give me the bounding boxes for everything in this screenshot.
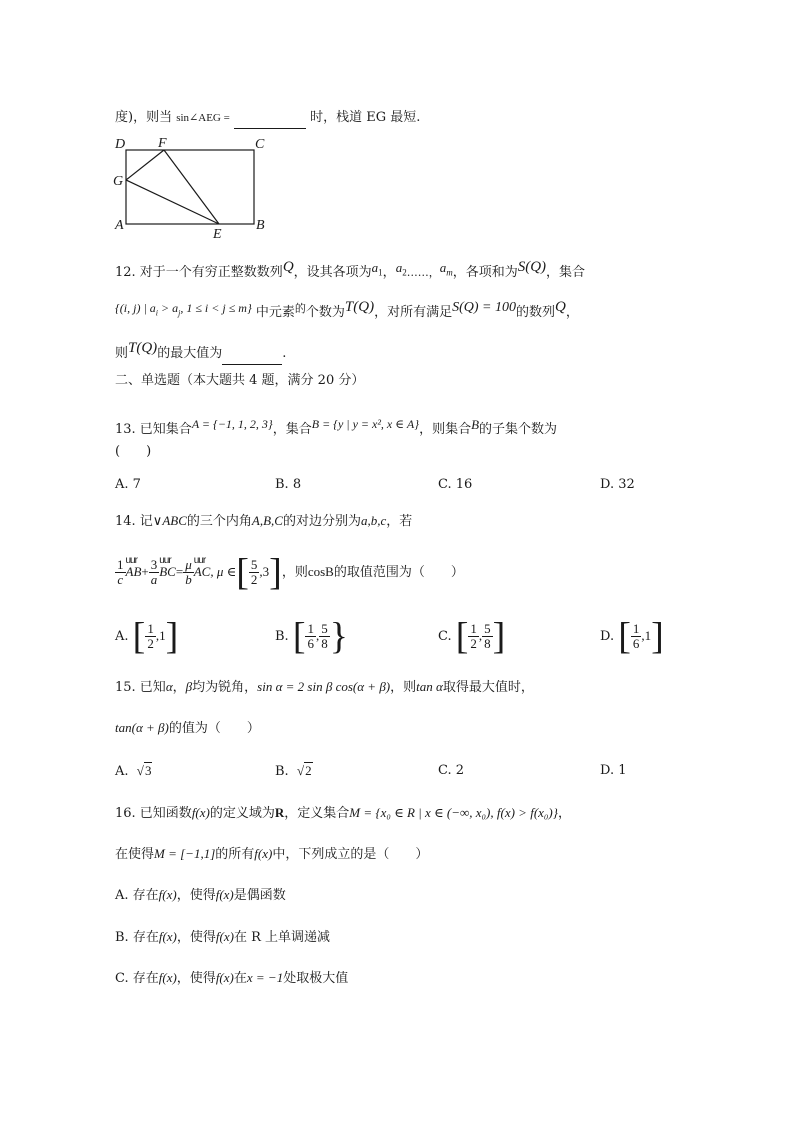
q15-text-4: ，则 bbox=[390, 680, 417, 695]
q12-a1: $a_1$ bbox=[371, 260, 383, 278]
q12-line-2 bbox=[115, 296, 579, 324]
q12-am: $a_m$ bbox=[439, 260, 453, 278]
q12-line-1 bbox=[115, 256, 585, 284]
q14-plus: + bbox=[141, 564, 149, 579]
q14-cosb: cosB bbox=[307, 564, 334, 579]
q14-option-c: C. [ $\frac{1}{2}$ , $\frac{5}{8}$ ] bbox=[438, 615, 506, 658]
rectangle-figure bbox=[112, 134, 274, 240]
q12-text-6: 的 bbox=[294, 302, 306, 315]
q11-answer-blank bbox=[234, 112, 306, 129]
q12-TQ2: T(Q) bbox=[128, 340, 158, 356]
q16-option-a: A. 存在f(x)，使得f(x)是偶函数 bbox=[115, 887, 286, 903]
q14-option-b: B. [ $\frac{1}{6}$ , $\frac{5}{8}$ } bbox=[275, 615, 348, 658]
q12-set: {(i, j) | $a_i > a_j$, 1 ≤ i < j ≤ m} bbox=[115, 301, 252, 318]
q13-text-3: ，则集合 bbox=[419, 422, 472, 437]
q14-range-end: ,3 bbox=[259, 564, 270, 579]
q12-line-3 bbox=[115, 337, 286, 365]
q14-vector-ac: uur AC, μ ∈ bbox=[194, 552, 237, 592]
q14-frac-1: $\frac{1}{c}$ bbox=[117, 557, 124, 587]
q12-text-2: ，设其各项为 bbox=[293, 265, 372, 280]
q16-option-b: B. 存在f(x)，使得f(x)在 R 上单调递减 bbox=[115, 929, 330, 945]
q15-option-c: C. 2 bbox=[438, 763, 465, 778]
q16-line-2 bbox=[115, 843, 428, 866]
q12-dots: ……， bbox=[406, 266, 440, 279]
q12-answer-blank bbox=[222, 348, 282, 365]
q15-tan-alpha: tan α bbox=[416, 679, 443, 694]
q15-text-6: 的值为（ ） bbox=[168, 721, 260, 736]
q16-text-7: 中，下列成立的是（ ） bbox=[272, 847, 429, 862]
q16-text-3: ，定义集合 bbox=[284, 806, 350, 821]
q16-text-2: 的定义域为 bbox=[209, 806, 275, 821]
figure-rectangle bbox=[126, 150, 254, 224]
section-2-header: 二、单选题（本大题共 4 题，满分 20 分） bbox=[115, 373, 365, 388]
segment-gf bbox=[126, 150, 164, 180]
q13-set-b: B = {y | y = x², x ∈ A} bbox=[311, 417, 420, 431]
segment-fe bbox=[164, 150, 219, 224]
q12-text-8: ，对所有满足 bbox=[374, 305, 453, 320]
q12-comma: ， bbox=[382, 265, 396, 280]
q14-angles: A,B,C bbox=[251, 513, 283, 528]
q14-sides: a,b,c bbox=[360, 513, 387, 528]
label-e: E bbox=[213, 227, 222, 240]
q16-text-5: 在使得 bbox=[115, 847, 155, 862]
label-a: A bbox=[115, 218, 124, 233]
q14-text-1: 14. 记∨ bbox=[115, 514, 163, 529]
q12-text-7: 个数为 bbox=[305, 305, 345, 320]
q16-fx: f(x) bbox=[191, 805, 210, 820]
q12-text-4: ，集合 bbox=[546, 265, 586, 280]
q11-text-end: 时，栈道 EG 最短. bbox=[310, 110, 421, 125]
q14-vector-bc: uur BC bbox=[159, 552, 176, 592]
q11-text: 度)，则当 bbox=[115, 110, 173, 125]
q13-option-c: C. 16 bbox=[438, 477, 473, 492]
q16-R: R bbox=[274, 805, 285, 820]
q14-option-d: D. [ $\frac{1}{6}$ ,1] bbox=[600, 615, 664, 658]
q14-option-a: A. [ $\frac{1}{2}$ ,1] bbox=[115, 615, 179, 658]
label-b: B bbox=[256, 218, 265, 233]
q12-Q2: Q bbox=[555, 299, 566, 315]
q12-text-9: 的数列 bbox=[516, 305, 556, 320]
q15-text-5: 取得最大值时， bbox=[442, 680, 534, 695]
q12-SQ: S(Q) bbox=[517, 259, 547, 275]
q11-line bbox=[115, 107, 420, 129]
q13-option-a: A. 7 bbox=[115, 477, 141, 492]
q14-text-4: ，若 bbox=[386, 514, 413, 529]
q12-text-3: ，各项和为 bbox=[452, 265, 518, 280]
q14-text-2: 的三个内角 bbox=[186, 514, 252, 529]
q13-text-1: 13. 已知集合 bbox=[115, 422, 192, 437]
q12-text-11: 则 bbox=[115, 346, 129, 361]
q12-Q: Q bbox=[282, 259, 294, 275]
q15-text-3: 均为锐角， bbox=[192, 680, 258, 695]
q15-option-a: A. √3 bbox=[115, 763, 152, 779]
q13-text-2: ，集合 bbox=[272, 422, 312, 437]
q14-bracket-close: ] bbox=[269, 551, 282, 594]
q16-line-1 bbox=[115, 802, 571, 825]
q16-text-6: 的所有 bbox=[215, 847, 255, 862]
label-c: C bbox=[255, 137, 265, 152]
q11-expression: sin∠AEG = bbox=[176, 112, 230, 124]
label-f: F bbox=[158, 136, 167, 151]
q12-text-12: 的最大值为 bbox=[157, 346, 223, 361]
q12-text-10: ， bbox=[565, 305, 579, 320]
q16-m-interval: M = [−1,1] bbox=[154, 846, 216, 861]
q14-vector-ab: uur AB bbox=[126, 552, 142, 592]
q15-line-1 bbox=[115, 676, 534, 699]
label-g: G bbox=[113, 174, 124, 189]
q13-line-1 bbox=[115, 413, 557, 441]
q13-paren: ( ) bbox=[115, 444, 152, 459]
q16-text-1: 16. 已知函数 bbox=[115, 806, 192, 821]
q15-alpha: α bbox=[165, 679, 173, 694]
q14-range-frac: $\frac{5}{2}$ bbox=[250, 557, 258, 587]
q15-beta: β bbox=[185, 679, 193, 694]
q12-condition: S(Q) = 100 bbox=[452, 300, 516, 315]
q16-option-c: C. 存在f(x)，使得f(x)在x = −1处取极大值 bbox=[115, 970, 349, 986]
q15-equation: sin α = 2 sin β cos(α + β) bbox=[257, 679, 391, 694]
q14-equals: = bbox=[175, 564, 184, 579]
q13-option-b: B. 8 bbox=[275, 477, 302, 492]
q15-line-2 bbox=[115, 717, 260, 740]
q14-text-5: ，则 bbox=[281, 565, 308, 580]
q13-B: B bbox=[471, 417, 480, 432]
q12-a2: $a_2$ bbox=[395, 260, 407, 278]
q13-text-4: 的子集个数为 bbox=[479, 422, 558, 437]
q14-frac-3: $\frac{\mu}{b}$ bbox=[185, 557, 192, 587]
q14-triangle: ABC bbox=[162, 513, 187, 528]
q15-text-2: ， bbox=[172, 680, 186, 695]
q14-line-1 bbox=[115, 510, 412, 533]
q12-text-13: . bbox=[282, 346, 287, 361]
q12-text-1: 12. 对于一个有穷正整数数列 bbox=[115, 265, 283, 280]
q14-text-6: 的取值范围为（ ） bbox=[333, 565, 464, 580]
q16-text-4: ， bbox=[557, 806, 571, 821]
q14-frac-2: $\frac{3}{a}$ bbox=[150, 557, 158, 587]
q13-set-a: A = {−1, 1, 2, 3} bbox=[191, 417, 273, 431]
q13-option-d: D. 32 bbox=[600, 477, 635, 492]
label-d: D bbox=[115, 137, 126, 152]
q14-bracket-open: [ bbox=[236, 551, 249, 594]
q15-expression: tan(α + β) bbox=[115, 720, 169, 735]
q16-set-m: M = {x₀ ∈ R | x ∈ (−∞, x₀), f(x) > f(x₀)} bbox=[349, 805, 558, 820]
q14-text-3: 的对边分别为 bbox=[282, 514, 361, 529]
q12-TQ: T(Q) bbox=[344, 299, 375, 315]
q14-line-2 bbox=[115, 552, 464, 593]
q15-text-1: 15. 已知 bbox=[115, 680, 166, 695]
q12-text-5: 中元素 bbox=[255, 305, 295, 320]
segment-ge bbox=[126, 180, 219, 224]
q15-option-b: B. √2 bbox=[275, 763, 312, 779]
q16-fx-2: f(x) bbox=[254, 846, 273, 861]
q15-option-d: D. 1 bbox=[600, 763, 627, 778]
